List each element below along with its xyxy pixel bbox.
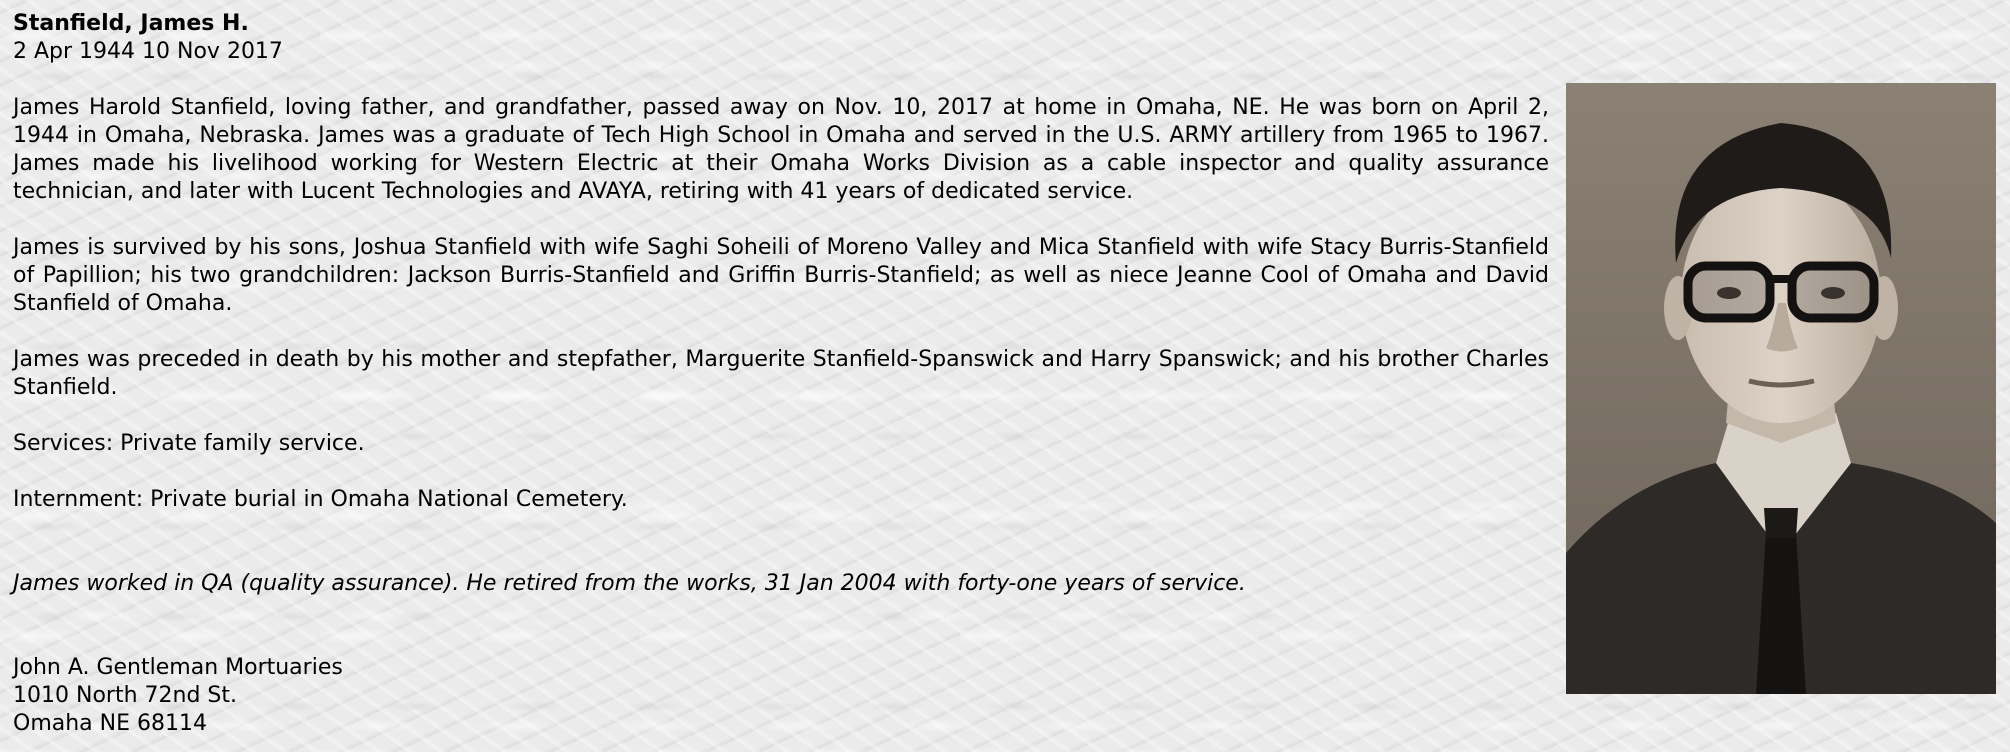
mortuary-city: Omaha NE 68114 [13,711,207,736]
obituary-paragraph: James Harold Stanfield, loving father, and grandfather, passed away on Nov. 10, 2017 at home in Omaha, NE. He was born on April 2, 1944 in Omaha, Nebraska. James was a graduate of Tech High School in Omaha and served in the U.S. ARMY artillery from 1965 to 1967. James made his livelihood working for Western Electric at their Omaha Works Division as a cable inspector and quality assurance technician, and later with Lucent Technologies and AVAYA, retiring with 41 years of dedicated service. [13,95,1549,204]
obituary-content [13,10,1549,738]
mortuary-street: 1010 North 72nd St. [13,683,237,708]
deceased-name: Stanfield, James H. [13,11,249,36]
obituary-paragraph: James was preceded in death by his mother and stepfather, Marguerite Stanfield-Spanswick and Harry Spanswick; and his brother Charles Stanfield. [13,347,1549,400]
internment-line: Internment: Private burial in Omaha National Cemetery. [13,487,628,512]
portrait-photo [1566,83,1996,694]
work-note: James worked in QA (quality assurance). He retired from the works, 31 Jan 2004 with forty-one years of service. [13,571,1246,596]
services-line: Services: Private family service. [13,431,365,456]
obituary-paragraph: James is survived by his sons, Joshua Stanfield with wife Saghi Soheili of Moreno Valley and Mica Stanfield with wife Stacy Burris-Stanfield of Papillion; his two grandchildren: Jackson Burris-Stanfield and Griffin Burris-Stanfield; as well as niece Jeanne Cool of Omaha and David Stanfield of Omaha. [13,235,1549,316]
mortuary-name: John A. Gentleman Mortuaries [13,655,343,680]
portrait-illustration [1566,83,1996,694]
life-dates: 2 Apr 1944 10 Nov 2017 [13,39,283,64]
mortuary-address [13,654,1549,738]
